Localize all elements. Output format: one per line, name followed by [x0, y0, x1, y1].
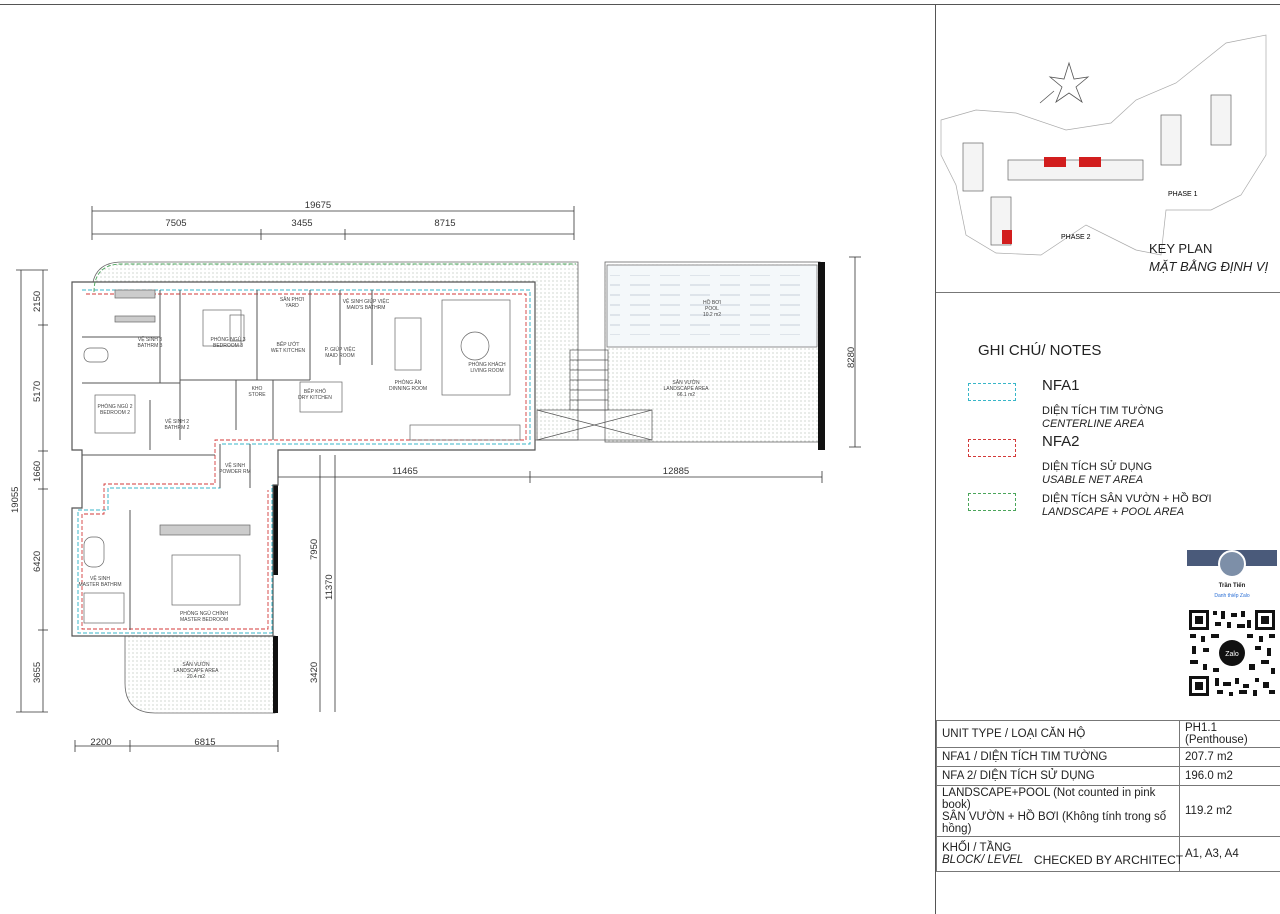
- dim-inner-1: 7950: [309, 539, 320, 560]
- table-row: [937, 786, 1280, 837]
- block-label-vi: KHỐI / TẦNG: [942, 842, 1174, 854]
- top-dimension-lines: [92, 206, 574, 240]
- dim-top-total: 19675: [305, 200, 331, 211]
- block-label-en: BLOCK/ LEVEL: [942, 854, 1174, 866]
- room-pool-vi: HỒ BƠI: [703, 299, 721, 306]
- title-block: [935, 4, 1280, 914]
- room-maidbath-vi: VỆ SINH GIÚP VIỆC: [343, 297, 390, 305]
- dim-left-2: 5170: [32, 381, 43, 402]
- table-cell-value: PH1.1 (Penthouse): [1180, 721, 1280, 748]
- room-wetkitchen-en: WET KITCHEN: [271, 348, 306, 354]
- room-landscape-small-en: LANDSCAPE AREA: [173, 668, 219, 674]
- table-cell-value: 207.7 m2: [1180, 748, 1280, 767]
- room-store-vi: KHO: [252, 386, 263, 392]
- legend-vi-landscape: DIỆN TÍCH SÂN VƯỜN + HỒ BƠI: [1042, 493, 1212, 505]
- room-pool-en: POOL: [705, 306, 719, 312]
- dim-inner-3: 3420: [309, 662, 320, 683]
- room-powder-vi: VỆ SINH: [225, 461, 245, 469]
- legend-vi-nfa2: DIỆN TÍCH SỬ DỤNG: [1042, 461, 1152, 473]
- room-landscape-small-area: 20.4 m2: [187, 674, 205, 680]
- wall-landscape-right: [273, 636, 278, 713]
- table-cell-label: UNIT TYPE / LOẠI CĂN HỘ: [937, 721, 1180, 748]
- mid-dimension-lines: [275, 471, 822, 483]
- room-masterbath-en: MASTER BATHRM: [79, 582, 122, 588]
- legend-swatch-nfa1: [968, 383, 1016, 401]
- zalo-card[interactable]: [1187, 550, 1277, 700]
- dim-left-4: 6420: [32, 551, 43, 572]
- checked-by-architect: CHECKED BY ARCHITECT: [936, 853, 1280, 867]
- legend-name-nfa1: NFA1: [1042, 377, 1080, 394]
- room-bath2-vi: VỆ SINH 2: [165, 417, 189, 425]
- room-wetkitchen-vi: BẾP ƯỚT: [277, 341, 300, 348]
- room-living-en: LIVING ROOM: [470, 368, 503, 374]
- room-maidroom-vi: P. GIÚP VIỆC: [325, 345, 356, 353]
- room-living-vi: PHÒNG KHÁCH: [468, 361, 506, 368]
- room-dining-en: DINNING ROOM: [389, 386, 427, 392]
- dim-bottom-2: 6815: [194, 737, 215, 748]
- room-dining-vi: PHÒNG ĂN: [395, 379, 422, 386]
- table-cell-value: 196.0 m2: [1180, 767, 1280, 786]
- room-masterbath-vi: VỆ SINH: [90, 574, 110, 582]
- zalo-name: Trần Tiến: [1187, 583, 1277, 589]
- dim-mid-1: 11465: [392, 466, 418, 477]
- landscape-label-vi: SÂN VƯỜN + HỒ BƠI (Không tính trong sổ hồng): [942, 811, 1174, 835]
- key-plan-subtitle: MẶT BẰNG ĐỊNH VỊ: [1149, 259, 1268, 274]
- landscape-label-en: LANDSCAPE+POOL (Not counted in pink book): [942, 787, 1174, 811]
- table-cell-label: NFA1 / DIỆN TÍCH TIM TƯỜNG: [937, 748, 1180, 767]
- room-powder-en: POWDER RM: [219, 469, 251, 475]
- legend-en-landscape: LANDSCAPE + POOL AREA: [1042, 506, 1184, 518]
- legend-name-nfa2: NFA2: [1042, 433, 1080, 450]
- legend-en-nfa2: USABLE NET AREA: [1042, 474, 1143, 486]
- table-row: [937, 748, 1280, 767]
- dim-right-pool: 8280: [846, 347, 857, 368]
- buildings: [963, 95, 1231, 245]
- wall-right: [818, 262, 825, 450]
- room-bed3-en: BEDROOM 3: [213, 343, 243, 349]
- room-masterbed-vi: PHÒNG NGỦ CHÍNH: [180, 610, 228, 617]
- room-drykitchen-en: DRY KITCHEN: [298, 395, 332, 401]
- key-plan-title: KEY PLAN: [1149, 241, 1212, 256]
- zalo-subtitle: Danh thiếp Zalo: [1187, 593, 1277, 599]
- north-arrow-icon: [1040, 63, 1088, 103]
- dim-bottom-1: 2200: [90, 737, 111, 748]
- room-store-en: STORE: [248, 392, 266, 398]
- table-cell-label: NFA 2/ DIỆN TÍCH SỬ DỤNG: [937, 767, 1180, 786]
- dim-left-3: 1660: [32, 461, 43, 482]
- room-landscape-main-en: LANDSCAPE AREA: [663, 386, 709, 392]
- table-row: [937, 767, 1280, 786]
- room-drykitchen-vi: BẾP KHÔ: [304, 388, 326, 395]
- avatar: [1218, 550, 1246, 578]
- legend-swatch-landscape: [968, 493, 1016, 511]
- room-maidbath-en: MAID'S BATHRM: [347, 305, 386, 311]
- room-masterbed-en: MASTER BEDROOM: [180, 617, 228, 623]
- room-yard-en: YARD: [285, 303, 299, 309]
- wall-master-right: [273, 485, 278, 575]
- room-maidroom-en: MAID ROOM: [325, 353, 354, 359]
- unit-outline: [72, 282, 535, 636]
- room-bath2-en: BATHRM 2: [165, 425, 190, 431]
- table-cell-label: [937, 786, 1180, 837]
- dim-left-1: 2150: [32, 291, 43, 312]
- table-row: [937, 721, 1280, 748]
- legend-en-nfa1: CENTERLINE AREA: [1042, 418, 1144, 430]
- phase1-label: PHASE 1: [1168, 191, 1198, 198]
- table-cell-value: A1, A3, A4: [1180, 837, 1280, 872]
- notes-title: GHI CHÚ/ NOTES: [978, 342, 1101, 359]
- room-pool-area: 10.2 m2: [703, 312, 721, 318]
- legend-swatch-nfa2: [968, 439, 1016, 457]
- dim-top-2: 3455: [291, 218, 312, 229]
- dim-mid-2: 12885: [663, 466, 689, 477]
- legend-vi-nfa1: DIỆN TÍCH TIM TƯỜNG: [1042, 405, 1164, 417]
- dim-inner-2: 11370: [324, 574, 335, 600]
- room-bath3-en: BATHRM 3: [138, 343, 163, 349]
- room-bed3-vi: PHÒNG NGỦ 3: [210, 336, 245, 343]
- room-bed2-en: BEDROOM 2: [100, 410, 130, 416]
- unit-info-table: [936, 720, 1280, 872]
- room-landscape-main-area: 66.1 m2: [677, 392, 695, 398]
- room-bath3-vi: VỆ SINH 3: [138, 335, 162, 343]
- table-cell-value: 119.2 m2: [1180, 786, 1280, 837]
- room-landscape-small-vi: SÂN VƯỜN: [182, 661, 210, 668]
- room-bed2-vi: PHÒNG NGỦ 2: [97, 403, 132, 410]
- room-landscape-main-vi: SÂN VƯỜN: [672, 379, 700, 386]
- dim-top-3: 8715: [434, 218, 455, 229]
- key-plan-drawing: [936, 5, 1280, 292]
- dim-left-5: 3655: [32, 662, 43, 683]
- zalo-logo-text: Zalo: [1225, 651, 1239, 658]
- key-plan: [936, 5, 1280, 293]
- dim-left-total: 19055: [10, 487, 21, 513]
- dim-top-1: 7505: [165, 218, 186, 229]
- qr-code-icon[interactable]: [1187, 608, 1277, 698]
- room-yard-vi: SÂN PHƠI: [280, 296, 304, 303]
- phase2-label: PHASE 2: [1061, 234, 1091, 241]
